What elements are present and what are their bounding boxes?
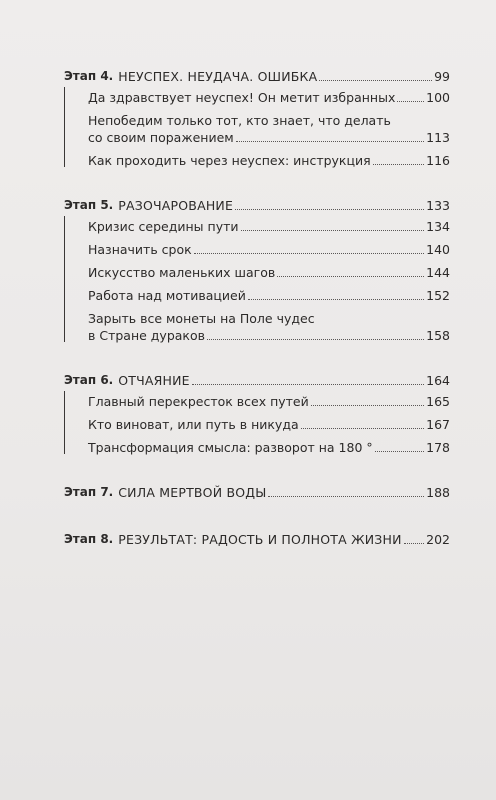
page-number: 99 [434,69,450,84]
toc-item [88,310,450,344]
toc-item [88,393,450,410]
page-number: 133 [426,198,450,213]
item-title: Искусство маленьких шагов [88,265,276,280]
chapter-heading [64,372,450,389]
dot-leader [241,230,425,231]
dot-leader [277,276,424,277]
page-number: 100 [426,90,450,105]
dot-leader [404,543,424,544]
item-title: Как проходить через неуспех: инструкция [88,153,371,168]
chapter-heading [64,197,450,214]
dot-leader [235,209,424,210]
page-number: 116 [426,153,450,168]
dot-leader [375,451,425,452]
dot-leader [236,141,424,142]
item-title: Кто виноват, или путь в никуда [88,417,299,432]
toc-item [88,89,450,106]
page-number: 140 [426,242,450,257]
page-number: 152 [426,288,450,303]
toc-item [88,287,450,304]
toc-item [88,264,450,281]
toc-item [88,241,450,258]
dot-leader [301,428,425,429]
dot-leader [194,253,424,254]
toc-section-stage-6 [64,372,450,456]
item-title: Работа над мотивацией [88,288,246,303]
item-title-line-2: в Стране дураков [88,328,205,343]
toc-section-stage-5 [64,197,450,344]
toc-section-stage-7 [64,484,450,501]
chapter-title: ОТЧАЯНИЕ [118,373,190,388]
dot-leader [268,496,424,497]
chapter-heading [64,484,450,501]
item-title-line-2: со своим поражением [88,130,234,145]
table-of-contents [64,68,450,548]
dot-leader [397,101,424,102]
chapter-title: СИЛА МЕРТВОЙ ВОДЫ [118,485,267,500]
item-title: Главный перекресток всех путей [88,394,309,409]
page-number: 164 [426,373,450,388]
item-title-line-1: Зарыть все монеты на Поле чудес [88,311,315,326]
subsection-list [64,89,450,169]
item-title: Трансформация смысла: разворот на 180 ° [88,440,373,455]
dot-leader [207,339,424,340]
stage-label: Этап 4. [64,69,114,83]
chapter-title: НЕУСПЕХ. НЕУДАЧА. ОШИБКА [118,69,318,84]
item-title-line-1: Непобедим только тот, кто знает, что делать [88,113,391,128]
toc-item [88,152,450,169]
item-title: Назначить срок [88,242,192,257]
stage-label: Этап 5. [64,198,114,212]
page-number: 165 [426,394,450,409]
stage-label: Этап 6. [64,373,114,387]
chapter-heading [64,68,450,85]
chapter-title: РЕЗУЛЬТАТ: РАДОСТЬ И ПОЛНОТА ЖИЗНИ [118,532,402,547]
dot-leader [311,405,424,406]
chapter-title: РАЗОЧАРОВАНИЕ [118,198,234,213]
page-number: 144 [426,265,450,280]
dot-leader [373,164,425,165]
page-number: 167 [426,417,450,432]
dot-leader [192,384,424,385]
subsection-list [64,393,450,456]
toc-section-stage-8 [64,531,450,548]
toc-item [88,416,450,433]
item-title: Да здравствует неуспех! Он метит избранных [88,90,396,105]
stage-label: Этап 7. [64,485,114,499]
page-number: 158 [426,328,450,343]
chapter-heading [64,531,450,548]
toc-item [88,439,450,456]
item-title: Кризис середины пути [88,219,239,234]
stage-label: Этап 8. [64,532,114,546]
page-number: 202 [426,532,450,547]
toc-item [88,112,450,146]
subsection-list [64,218,450,344]
toc-item [88,218,450,235]
page-number: 134 [426,219,450,234]
dot-leader [248,299,424,300]
page-number: 113 [426,130,450,145]
dot-leader [319,80,432,81]
page-number: 178 [426,440,450,455]
toc-section-stage-4 [64,68,450,169]
page-number: 188 [426,485,450,500]
